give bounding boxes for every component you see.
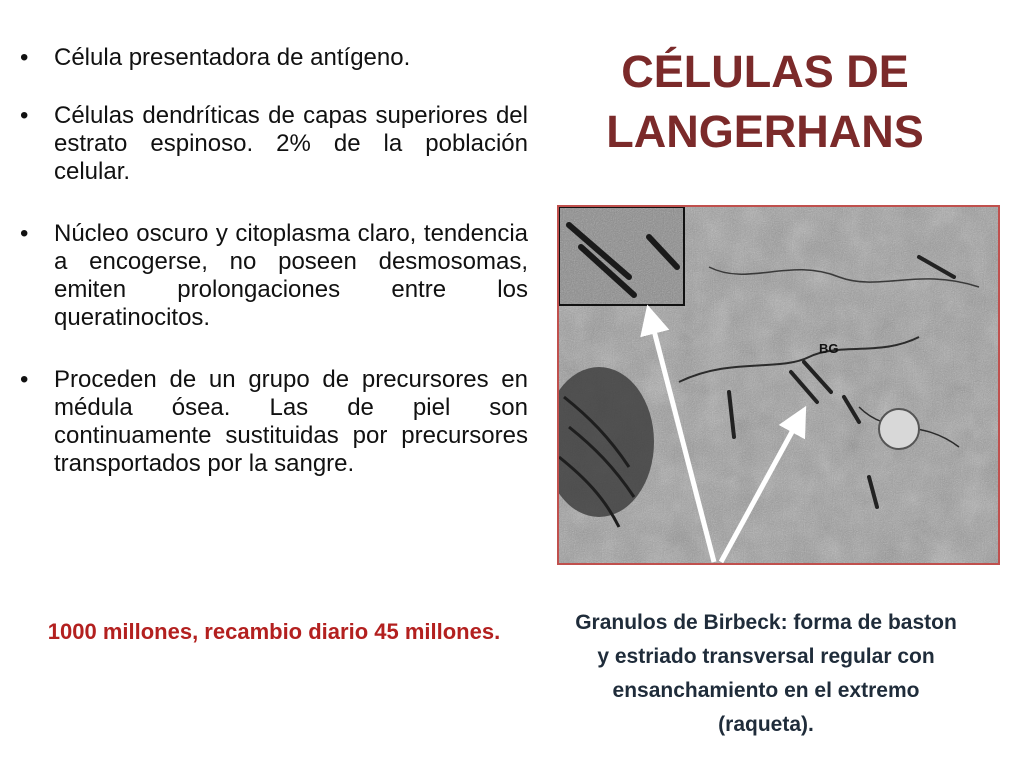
title-line-1: CÉLULAS DE — [621, 46, 909, 97]
title-line-2: LANGERHANS — [606, 106, 924, 157]
bullet-marker: • — [20, 102, 29, 129]
micrograph-caption: Granulos de Birbeck: forma de baston y estriado transversal regular con ensanchamiento en el extremo (raqueta). — [575, 611, 957, 736]
bullet-item — [18, 366, 528, 478]
bullet-text: Proceden de un grupo de precursores en médula ósea. Las de piel son continuamente sustituidas por precursores transportados por la sangre. — [54, 366, 528, 477]
bullet-item — [18, 102, 528, 186]
micrograph-image — [557, 205, 1000, 565]
bullet-marker: • — [20, 44, 29, 71]
bullet-text: Célula presentadora de antígeno. — [54, 44, 411, 71]
micrograph-illustration — [559, 207, 998, 563]
slide-title — [575, 42, 955, 162]
bullet-marker: • — [20, 366, 29, 393]
bullet-item — [18, 220, 528, 332]
bullet-text: Núcleo oscuro y citoplasma claro, tendencia a encogerse, no poseen desmosomas, emiten prolongaciones entre los queratinocitos. — [54, 220, 528, 331]
bullet-list — [18, 44, 528, 512]
bullet-text: Células dendríticas de capas superiores del estrato espinoso. 2% de la población celular. — [54, 102, 528, 185]
highlight-note: 1000 millones, recambio diario 45 millones. — [47, 619, 501, 644]
bullet-marker: • — [20, 220, 29, 247]
micrograph-label: BG — [819, 341, 839, 356]
bullet-item — [18, 44, 528, 72]
